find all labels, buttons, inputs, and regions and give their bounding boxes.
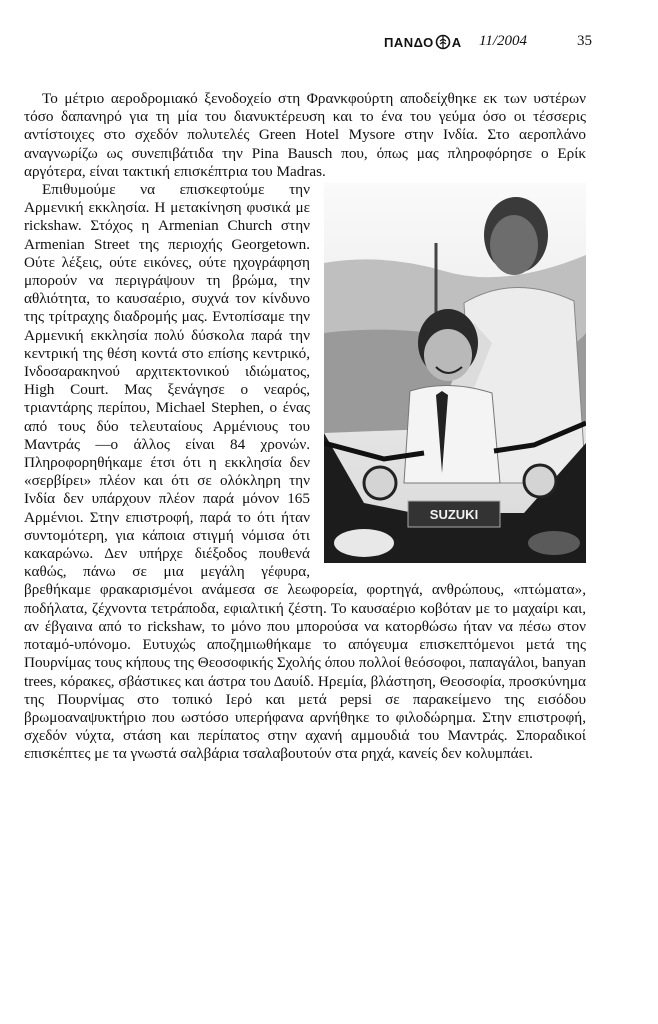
- issue-date: 11/2004: [479, 33, 528, 49]
- paragraph-frankfurt-hotel: Το μέτριο αεροδρομιακό ξενοδοχείο στη Φρανκφούρτη αποδείχθηκε εκ των υστέρων τόσο δαπανηρό για τη μία του διανυκτέρευση και το ένα του γεύμα όσο οι τέσσερις αντίστοιχες στο σχεδόν πολυτελές Green Hotel Mysore στην Ινδία. Στο αεροπλάνο αναγνωρίζω ως συνεπιβάτιδα την Pina Bausch που, όπως μας πληροφόρησε ο Ερίκ αργότερα, είναι τακτική επισκέπτρια του Madras.: [24, 90, 586, 180]
- magazine-title: [384, 34, 462, 50]
- paragraph-armenian-church: Επιθυμούμε να επισκεφτούμε την Αρμενική εκκλησία. Η μετακίνηση φυσικά με rickshaw. Στόχος η Armenian Church στην Armenian Street της περιοχής Georgetown. Ούτε λέξεις, ούτε εικόνες, ούτε ηχογράφηση μπορούν να περιγράψουν τη βρώμα, την αθλιότητα, το καυσαέριο, συχνά τον κίνδυνο της τρίτραχης διαδρομής μας. Εντοπίσαμε την Αρμενική εκκλησία πολύ δύσκολα παρά την κεντρική της θέση κοντά στο επίσης κεντρικό, Ινδοσαρακηνού αρχιτεκτονικού ιδιώματος, High Court. Μας ξενάγησε ο νεαρός, τριαντάρης περίπου, Michael Stephen, ο ένας από τους δύο τελευταίους Αρμένιους του Μαντράς —ο άλλος είναι 84 χρονών. Πληροφορηθήκαμε έτσι ότι η εκκλησία δεν «σερβίρει» πλέον και ότι σε ολόκληρη την Ινδία δεν υπάρχουν πλέον παρά μόνον 165 Αρμένιοι. Στην επιστροφή, παρά το ότι ήταν συντομότερη, για κάποια στιγμή νόμισα ότι κακαρώνω. Δεν υπήρχε διέξοδος πουθενά καθώς, πάνω σε μια μεγάλη γέφυρα, βρεθήκαμε φρακαρισμένοι ανάμεσα σε λεωφορεία, φορτηγά, ανθρώπους, «πτώματα», ποδήλατα, ζέχνοντα τετράποδα, εφιαλτική ζέστη. Το καυσαέριο κοβόταν με το μαχαίρι και, αν έβγαινα από το rickshaw, το μόνο που μπορούσα να κατορθώσω ήταν να πέσω στον ποταμό-υπόνομο. Ευτυχώς αποζημιωθήκαμε το απόγευμα επισκεπτόμενοι μετά της Πουρνίμας τους κήπους της Θεοσοφικής Σχολής όπου πολλοί θεόσοφοι, παπαγάλοι, banyan trees, κόρακες, σβάστικες και άστρα του Δαυίδ. Ηρεμία, βλάστηση, Θεοσοφία, προσκύνημα της Πουρνίμας στο τοπικό Ιερό και μετά pepsi σε παρακείμενο της εισόδου βρωμοαναψυκτήριο που ωστόσο υπερήφανα αρνήθηκε το φιλοδώρημα. Στην επιστροφή, σχεδόν νύχτα, στάση και περίπατος στην αχανή αμμουδιά του Μαντράς. Σποραδικοί επισκέπτες με τα γνωστά σαλβάρια τσαλαβουτούν στα ρηχά, κανείς δεν κολυμπάει.: [24, 181, 586, 763]
- magazine-title-end: Α: [451, 34, 462, 50]
- tree-in-circle-icon: [435, 34, 451, 50]
- photo-boy-on-motorcycle: [324, 183, 586, 563]
- page-header: [0, 30, 658, 54]
- page-number: 35: [577, 33, 592, 49]
- motorcycle-brand-text: SUZUKI: [429, 507, 479, 523]
- magazine-title-start: ΠΑΝΔΟ: [384, 34, 434, 50]
- article-body: [24, 90, 586, 764]
